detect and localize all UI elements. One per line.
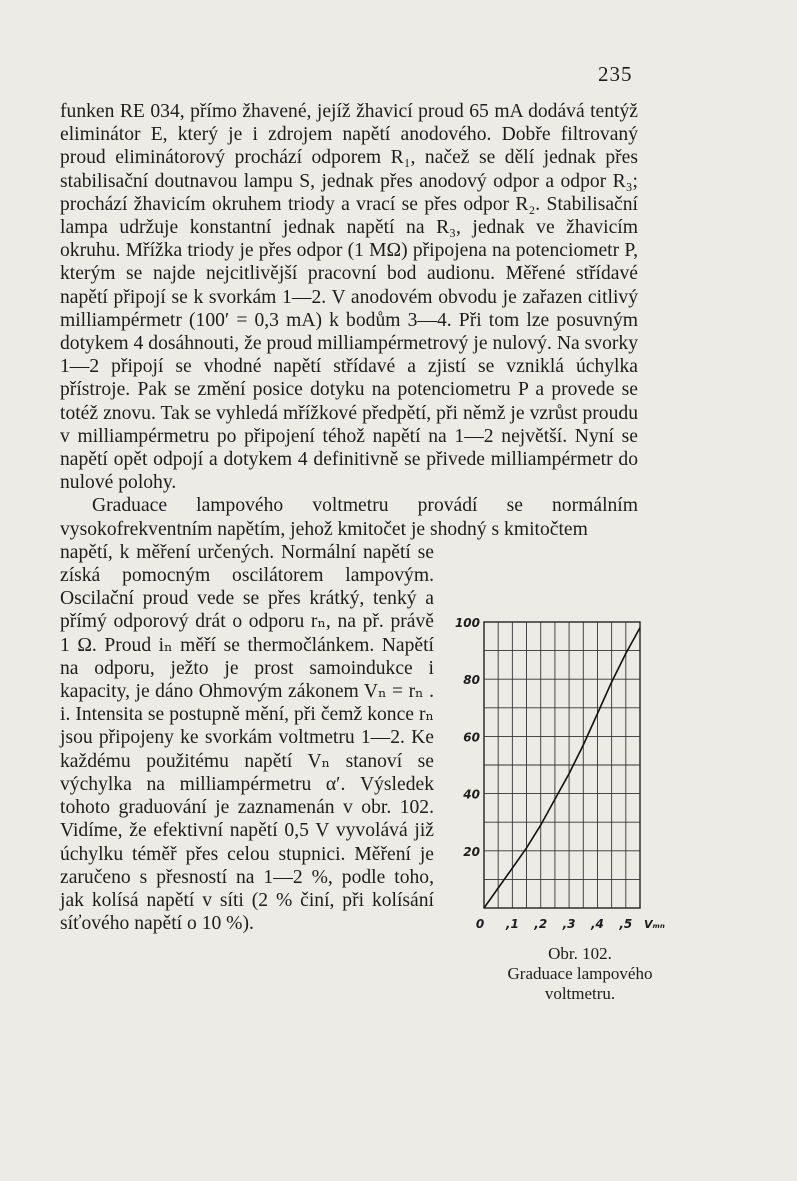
x-axis-label: Vₘₙ [644, 918, 665, 931]
y-tick-label: 20 [463, 844, 480, 859]
x-tick-label: ,5 [619, 917, 633, 931]
y-tick-label: 80 [463, 673, 480, 688]
paragraph-2-intro: Graduace lampového voltmetru provádí se normálním vysokofrekventním napětím, jehož kmitočet je shodný s kmitočtem [60, 495, 638, 540]
caption-line-2: Graduace lampového [507, 964, 653, 983]
y-tick-label: 60 [463, 730, 480, 745]
figure-caption [474, 944, 686, 1004]
paragraph-2-body: napětí, k měření určených. Normální napětí se získá pomocným oscilátorem lampovým. Oscilační proud vede se přes krátký, tenký a přímý odporový drát o odporu rₙ, na př. právě 1 Ω. Proud iₙ měří se thermočlánkem. Napětí na odporu, ježto je prost samoindukce i kapacity, je dáno Ohmovým zákonem Vₙ = rₙ . i. Intensita se postupně mění, při čemž konce rₙ jsou připojeny ke svorkám voltmetru 1—2. Ke každému použitému napětí Vₙ stanoví se výchylka na milliampérmetru α′. Výsledek tohoto graduování je zaznamenán v obr. 102. Vidíme, že efektivní napětí 0,5 V vyvolává již úchylku téměř přes celou stupnici. Měření je zaručeno s přesností na 1—2 %, podle toho, jak kolísá napětí v síti (2 % činí, při kolísání síťového napětí o 10 %). [60, 541, 434, 935]
x-tick-label: ,1 [505, 917, 519, 931]
x-tick-label: ,3 [562, 917, 576, 931]
x-tick-label: ,4 [590, 917, 604, 931]
caption-line-3: voltmetru. [544, 984, 616, 1003]
calibration-curve [484, 628, 640, 908]
page-number: 235 [598, 62, 633, 86]
caption-line-1: Obr. 102. [548, 944, 612, 963]
x-tick-label: ,2 [534, 917, 548, 931]
paragraph-1: funken RE 034, přímo žhavené, jejíž žhavicí proud 65 mA dodává tentýž eliminátor E, který je i zdrojem napětí anodového. Dobře filtrovaný proud eliminátorový prochází odporem R₁, načež se dělí jednak přes stabilisační doutnavou lampu S, jednak přes anodový odpor a odpor R₃; prochází žhavicím okruhem triody a vrací se přes odpor R₂. Stabilisační lampa udržuje konstantní jednak napětí na R₃, jednak ve žhavicím okruhu. Mřížka triody je přes odpor (1 MΩ) připojena na potenciometr P, kterým se najde nejcitlivější pracovní bod audionu. Měřené střídavé napětí připojí se k svorkám 1—2. V anodovém obvodu je zařazen citlivý milliampérmetr (100′ = 0,3 mA) k bodům 3—4. Při tom lze posuvným dotykem 4 dosáhnouti, že proud milliampérmetrový je nulový. Na svorky 1—2 připojí se vhodné napětí střídavé a zjistí se vzniklá úchylka přístroje. Pak se změní posice dotyku na potenciometru P a provede se totéž znovu. Tak se vyhledá mřížkové předpětí, při němž je vzrůst proudu v milliampérmetru po připojení téhož napětí na 1—2 největší. Nyní se napětí opět odpojí a dotykem 4 definitivně se přivede milliampérmetr do nulové polohy. [60, 101, 638, 494]
x-tick-label: 0 [475, 917, 485, 931]
y-tick-label: 100 [454, 616, 480, 630]
calibration-chart [454, 608, 684, 938]
y-tick-label: 40 [463, 787, 480, 802]
